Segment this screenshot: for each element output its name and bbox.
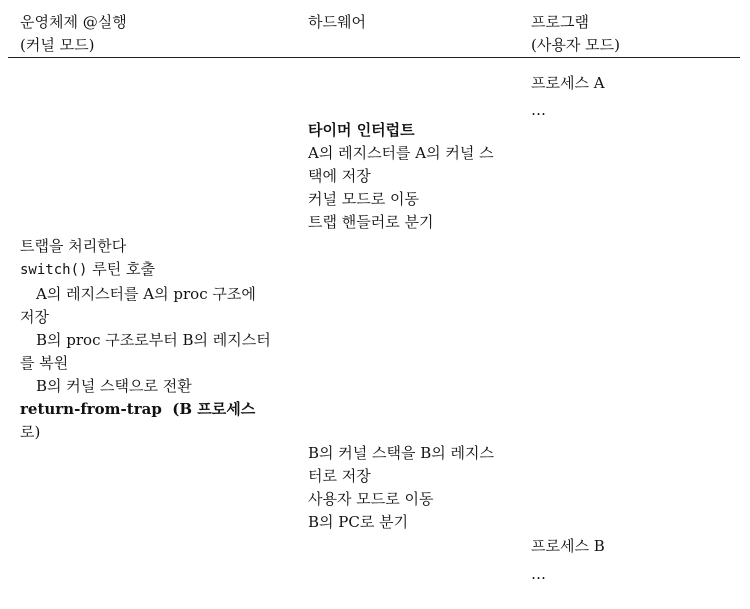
- header-program-line2: (사용자 모드): [531, 36, 620, 54]
- os-line-save-regs: A의 레지스터를 A의 proc 구조에: [36, 285, 256, 303]
- program-b-dots: …: [531, 565, 546, 583]
- os-line-switch-stack: B의 커널 스택으로 전환: [36, 377, 192, 395]
- os-line-return-from-trap: [20, 398, 255, 421]
- os-line-restore-regs: B의 proc 구조로부터 B의 레지스터: [36, 331, 271, 349]
- program-a-label: 프로세스 A: [531, 74, 605, 92]
- hardware-block1-line: 커널 모드로 이동: [308, 190, 419, 208]
- hardware-block1-line: 택에 저장: [308, 167, 371, 185]
- header-hardware: 하드웨어: [308, 13, 366, 31]
- os-return-from-trap: return-from-trap: [20, 400, 162, 418]
- hardware-block2-line: B의 커널 스택을 B의 레지스: [308, 444, 495, 462]
- program-b-label: 프로세스 B: [531, 537, 605, 555]
- header-rule: [8, 57, 740, 58]
- os-return-target: (B 프로세스: [172, 400, 256, 418]
- os-line-restore-regs-cont: 를 복원: [20, 354, 69, 372]
- header-os-line2: (커널 모드): [20, 36, 95, 54]
- hardware-block2-line: 터로 저장: [308, 467, 371, 485]
- os-line-handle-trap: 트랩을 처리한다: [20, 237, 127, 255]
- hardware-block2-line: B의 PC로 분기: [308, 513, 409, 531]
- hardware-timer-interrupt-title: 타이머 인터럽트: [308, 121, 415, 139]
- hardware-block2-line: 사용자 모드로 이동: [308, 490, 434, 508]
- header-program-line1: 프로그램: [531, 13, 589, 31]
- os-line-save-regs-cont: 저장: [20, 308, 49, 326]
- os-line-return-cont: 로): [20, 423, 41, 441]
- os-switch-code: switch(): [20, 262, 88, 278]
- hardware-block1-line: A의 레지스터를 A의 커널 스: [308, 144, 494, 162]
- os-switch-text: 루틴 호출: [92, 260, 155, 278]
- hardware-block1-line: 트랩 핸들러로 분기: [308, 213, 434, 231]
- os-line-switch: [20, 258, 155, 282]
- header-os-line1: 운영체제 @실행: [20, 13, 127, 31]
- program-a-dots: …: [531, 101, 546, 119]
